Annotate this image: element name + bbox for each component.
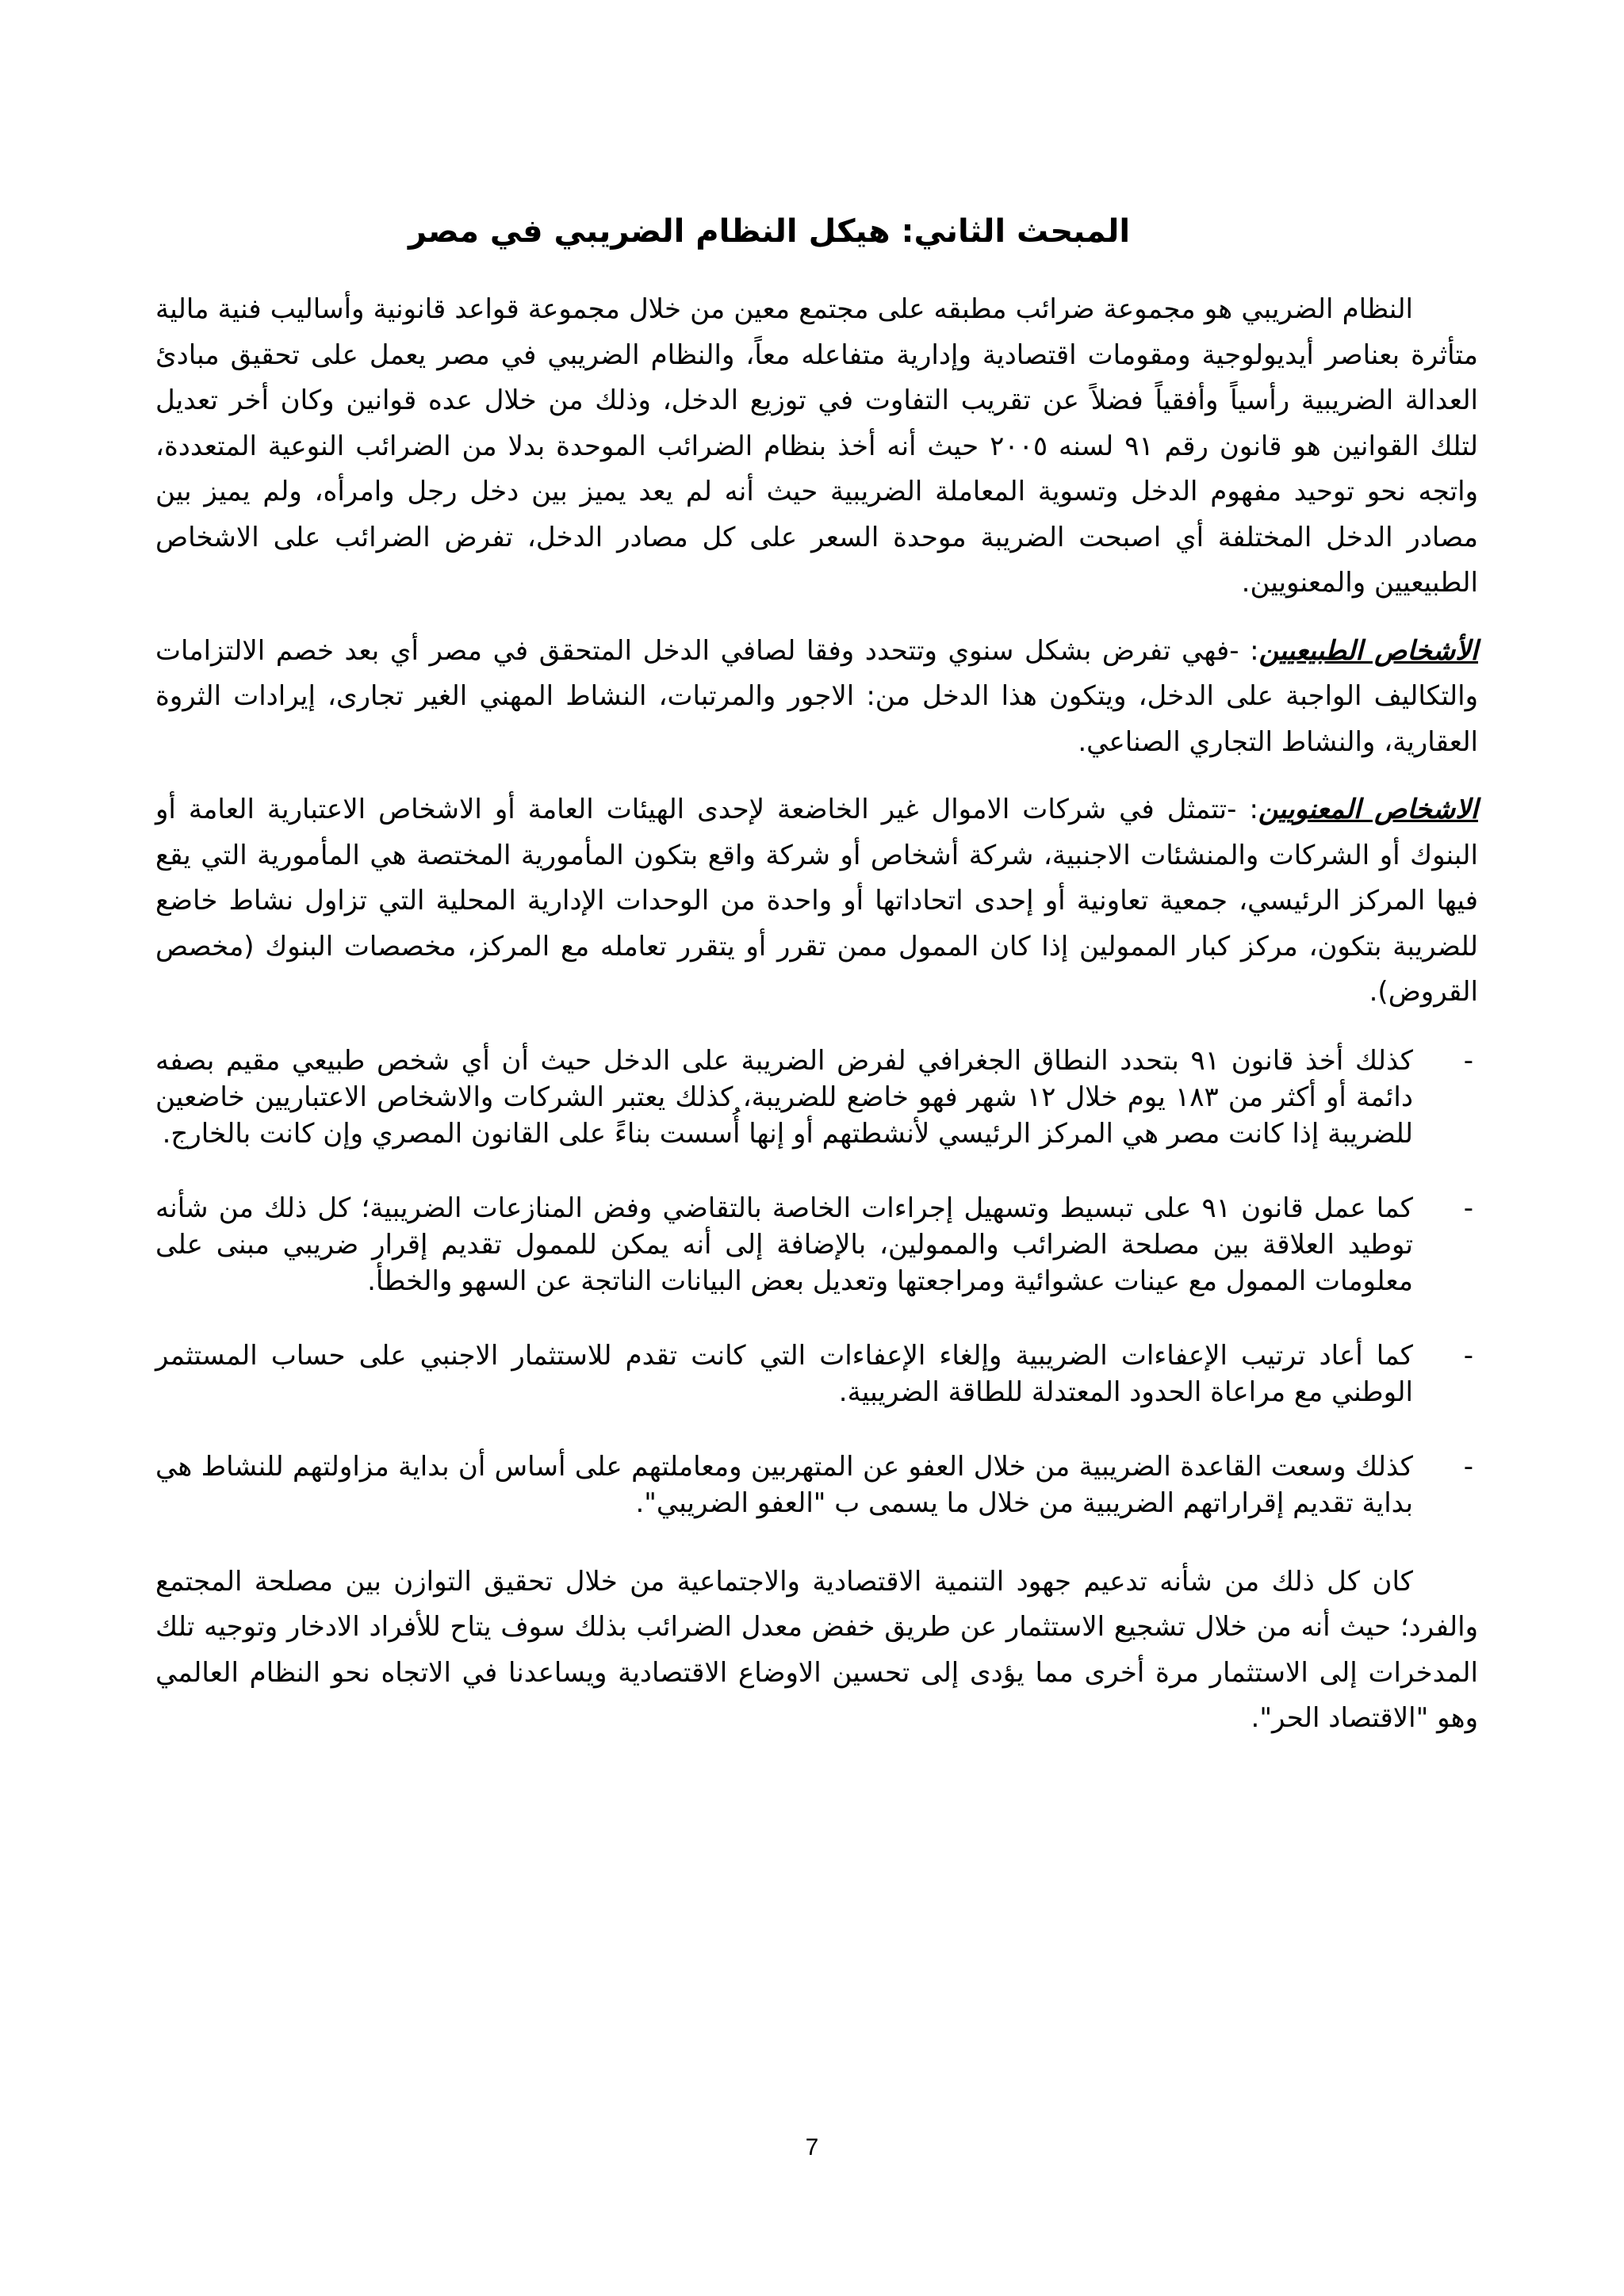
- list-item: [155, 1448, 1478, 1521]
- dash-bullet-icon: -: [1463, 1044, 1473, 1077]
- list-item-text: كما عمل قانون ٩١ على تبسيط وتسهيل إجراءات الخاصة بالتقاضي وفض المنازعات الضريبية؛ كل ذلك من شأنه توطيد العلاقة بين مصلحة الضرائب والممولين، بالإضافة إلى أنه يمكن للممول تقديم إقرار ضريبي مبنى على معلومات الممول مع عينات عشوائية ومراجعتها وتعديل بعض البيانات الناتجة عن السهو والخطأ.: [155, 1192, 1413, 1297]
- intro-paragraph: النظام الضريبي هو مجموعة ضرائب مطبقه على مجتمع معين من خلال مجموعة قواعد قانونية وأساليب فنية مالية متأثرة بعناصر أيديولوجية ومقومات اقتصادية وإدارية متفاعله معاً، والنظام الضريبي في مصر يعمل على تحقيق مبادئ العدالة الضريبية رأسياً وأفقياً فضلاً عن تقريب التفاوت في توزيع الدخل، وذلك من خلال عده قوانين وكان أخر تعديل لتلك القوانين هو قانون رقم ٩١ لسنه ٢٠٠٥ حيث أنه أخذ بنظام الضرائب الموحدة بدلا من الضرائب النوعية المتعددة، واتجه نحو توحيد مفهوم الدخل وتسوية المعاملة الضريبية حيث أنه لم يعد يميز بين دخل رجل وامرأه، ولم يميز بين مصادر الدخل المختلفة أي اصبحت الضريبة موحدة السعر على كل مصادر الدخل، تفرض الضرائب على الاشخاص الطبيعيين والمعنويين.: [155, 293, 1479, 599]
- section-title: المبحث الثاني: هيكل النظام الضريبي في مصر: [408, 213, 1131, 250]
- dash-bullet-icon: -: [1463, 1450, 1473, 1483]
- list-item: [155, 1337, 1478, 1410]
- natural-persons-text: : -فهي تفرض بشكل سنوي وتتحدد وفقا لصافي الدخل المتحقق في مصر أي بعد خصم الالتزامات والتكاليف الواجبة على الدخل، ويتكون هذا الدخل من: الاجور والمرتبات، النشاط المهني الغير تجارى، إيرادات الثروة العقارية، والنشاط التجاري الصناعي.: [155, 634, 1478, 758]
- legal-persons-paragraph: [155, 787, 1478, 1016]
- law-features-list: [155, 1043, 1478, 1521]
- list-item: [155, 1043, 1478, 1152]
- natural-persons-term: الأشخاص الطبيعيين: [1258, 634, 1479, 667]
- legal-persons-term: الاشخاص المعنويين: [1258, 794, 1478, 825]
- legal-persons-text: : -تتمثل في شركات الاموال غير الخاضعة لإحدى الهيئات العامة أو الاشخاص الاعتبارية العامة أو البنوك أو الشركات والمنشئات الاجنبية، شركة أشخاص أو شركة واقع بتكون المأمورية المختصة هي المأمورية التي يقع فيها المركز الرئيسي، جمعية تعاونية أو إحدى اتحاداتها أو واحدة من الوحدات الإدارية المحلية التي تزاول نشاط خاضع للضريبة بتكون، مركز كبار الممولين إذا كان الممول ممن تقرر أو يتقرر تعامله مع المركز، مخصصات البنوك (مخصص القروض).: [155, 794, 1478, 1008]
- dash-bullet-icon: -: [1463, 1339, 1473, 1372]
- dash-bullet-icon: -: [1463, 1192, 1473, 1224]
- closing-paragraph: كان كل ذلك من شأنه تدعيم جهود التنمية الاقتصادية والاجتماعية من خلال تحقيق التوازن بين مصلحة المجتمع والفرد؛ حيث أنه من خلال تشجيع الاستثمار عن طريق خفض معدل الضرائب بذلك سوف يتاح للأفراد الادخار وتوجيه تلك المدخرات إلى الاستثمار مرة أخرى مما يؤدى إلى تحسين الاوضاع الاقتصادية ويساعدنا في الاتجاه نحو النظام العالمي وهو "الاقتصاد الحر".: [155, 1565, 1478, 1734]
- list-item: [155, 1190, 1478, 1299]
- page-number: 7: [805, 2134, 819, 2160]
- list-item-text: كذلك وسعت القاعدة الضريبية من خلال العفو عن المتهربين ومعاملتهم على أساس أن بداية مزاولتهم للنشاط هي بداية تقديم إقراراتهم الضريبية من خلال ما يسمى ب "العفو الضريبي".: [155, 1450, 1413, 1519]
- natural-persons-paragraph: [155, 629, 1478, 766]
- list-item-text: كذلك أخذ قانون ٩١ بتحدد النطاق الجغرافي لفرض الضريبة على الدخل حيث أن أي شخص طبيعي مقيم بصفه دائمة أو أكثر من ١٨٣ يوم خلال ١٢ شهر فهو خاضع للضريبة، كذلك يعتبر الشركات والاشخاص الاعتباريين خاضعين للضريبة إذا كانت مصر هي المركز الرئيسي لأنشطتهم أو إنها أُسست بناءً على القانون المصري وإن كانت بالخارج.: [155, 1044, 1413, 1150]
- document-page: [155, 208, 1478, 1764]
- list-item-text: كما أعاد ترتيب الإعفاءات الضريبية وإلغاء الإعفاءات التي كانت تقدم للاستثمار الاجنبي على حساب المستثمر الوطني مع مراعاة الحدود المعتدلة للطاقة الضريبية.: [155, 1339, 1413, 1408]
